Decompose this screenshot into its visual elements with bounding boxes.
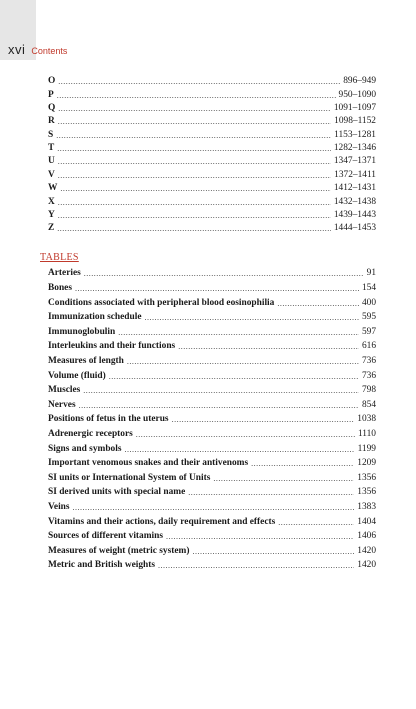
table-entry-pages: 854 (361, 399, 376, 410)
table-entry-pages: 1383 (357, 501, 376, 512)
table-entry-label: Signs and symbols (48, 443, 122, 454)
table-entry-row[interactable] (48, 324, 376, 337)
letter-entry-pages: 1098–1152 (334, 116, 376, 127)
letter-entry-label: T (48, 143, 55, 154)
dot-leader (57, 223, 331, 234)
table-entry-label: SI derived units with special name (48, 487, 186, 498)
table-entry-label: Sources of different vitamins (48, 531, 164, 542)
letter-entry-pages: 950–1090 (338, 89, 376, 100)
letter-entry-label: V (48, 169, 55, 180)
dot-leader (75, 283, 359, 294)
table-entry-label: Interleukins and their functions (48, 341, 176, 352)
letter-entry-pages: 1372–1411 (334, 169, 376, 180)
table-entry-pages: 597 (361, 326, 376, 337)
dot-leader (60, 183, 330, 194)
letter-entry-label: Q (48, 103, 56, 114)
table-entry-row[interactable] (48, 427, 376, 440)
table-entry-label: Positions of fetus in the uterus (48, 414, 169, 425)
table-entry-pages: 1406 (357, 531, 376, 542)
dot-leader (172, 414, 355, 425)
table-entry-row[interactable] (48, 368, 376, 381)
letter-entry-label: W (48, 183, 58, 194)
dot-leader (73, 502, 355, 513)
letter-entry-row[interactable] (48, 194, 376, 207)
letter-entry-pages: 1347–1371 (333, 156, 376, 167)
dot-leader (124, 444, 354, 455)
letter-entry-row[interactable] (48, 74, 376, 87)
dot-leader (58, 210, 331, 221)
table-entry-label: Measures of weight (metric system) (48, 545, 190, 556)
table-entry-row[interactable] (48, 281, 376, 294)
dot-leader (178, 341, 359, 352)
table-entry-row[interactable] (48, 310, 376, 323)
dot-leader (83, 385, 359, 396)
letter-entry-row[interactable] (48, 154, 376, 167)
table-entry-row[interactable] (48, 529, 376, 542)
letter-entry-row[interactable] (48, 208, 376, 221)
dot-leader (58, 103, 331, 114)
table-entry-row[interactable] (48, 412, 376, 425)
table-entry-pages: 595 (361, 312, 376, 323)
table-entry-row[interactable] (48, 470, 376, 483)
letter-entry-row[interactable] (48, 127, 376, 140)
letter-entry-label: S (48, 129, 54, 140)
dot-leader (136, 429, 355, 440)
dot-leader (158, 560, 354, 571)
dot-leader (56, 130, 331, 141)
table-entry-label: Immunization schedule (48, 312, 142, 323)
dot-leader (277, 298, 359, 309)
letter-entry-label: Y (48, 209, 55, 220)
table-entry-label: Vitamins and their actions, daily requirement and effects (48, 516, 276, 527)
dot-leader (213, 473, 354, 484)
table-entry-row[interactable] (48, 266, 376, 279)
letter-entry-label: U (48, 156, 55, 167)
table-entry-row[interactable] (48, 339, 376, 352)
dot-leader (188, 487, 354, 498)
letter-entry-row[interactable] (48, 101, 376, 114)
table-entry-row[interactable] (48, 397, 376, 410)
table-entry-row[interactable] (48, 383, 376, 396)
table-entry-label: Measures of length (48, 355, 124, 366)
letter-entry-pages: 896–949 (343, 76, 376, 87)
table-entry-pages: 1038 (357, 414, 376, 425)
dot-leader (127, 356, 359, 367)
table-entry-pages: 798 (361, 385, 376, 396)
table-entry-row[interactable] (48, 543, 376, 556)
letter-entry-row[interactable] (48, 181, 376, 194)
letter-entry-pages: 1439–1443 (333, 209, 376, 220)
letter-entry-label: X (48, 196, 55, 207)
table-entry-label: Metric and British weights (48, 560, 156, 571)
table-entry-pages: 1356 (357, 487, 376, 498)
letter-entry-pages: 1432–1438 (333, 196, 376, 207)
table-entry-pages: 91 (366, 268, 376, 279)
letter-entry-pages: 1153–1281 (334, 129, 376, 140)
table-entry-pages: 1420 (357, 560, 376, 571)
table-entry-label: Veins (48, 501, 70, 512)
table-entry-row[interactable] (48, 485, 376, 498)
table-entry-pages: 1404 (357, 516, 376, 527)
dot-leader (166, 531, 354, 542)
table-entry-label: Adrenergic receptors (48, 428, 133, 439)
table-entry-pages: 1110 (357, 428, 376, 439)
letter-entry-row[interactable] (48, 141, 376, 154)
dot-leader (192, 546, 354, 557)
running-head-title: Contents (31, 46, 68, 56)
table-entry-label: Nerves (48, 399, 76, 410)
table-entry-pages: 1209 (357, 458, 376, 469)
letter-entry-row[interactable] (48, 114, 376, 127)
dot-leader (58, 156, 331, 167)
dot-leader (58, 116, 331, 127)
tables-heading: TABLES (40, 252, 79, 263)
letter-entry-label: P (48, 89, 54, 100)
dot-leader (58, 76, 340, 87)
letter-entry-label: R (48, 116, 55, 127)
table-entry-label: Muscles (48, 385, 81, 396)
table-entry-label: Immunoglobulin (48, 326, 116, 337)
table-entry-row[interactable] (48, 295, 376, 308)
table-entry-row[interactable] (48, 500, 376, 513)
letter-entry-pages: 1412–1431 (333, 183, 376, 194)
dot-leader (145, 312, 359, 323)
dot-leader (58, 170, 331, 181)
table-entry-label: Arteries (48, 268, 81, 279)
table-entry-pages: 1199 (357, 443, 376, 454)
table-entry-pages: 400 (361, 297, 376, 308)
table-entry-pages: 154 (361, 282, 376, 293)
dot-leader (79, 400, 359, 411)
table-entry-pages: 1356 (357, 472, 376, 483)
table-entry-label: SI units or International System of Units (48, 472, 211, 483)
letter-entry-row[interactable] (48, 167, 376, 180)
table-entry-pages: 736 (361, 370, 376, 381)
letter-entry-label: Z (48, 223, 55, 234)
dot-leader (57, 143, 331, 154)
dot-leader (84, 268, 364, 279)
letter-entry-row[interactable] (48, 221, 376, 234)
table-entry-row[interactable] (48, 558, 376, 571)
page-number: xvi (8, 42, 26, 57)
letter-entry-label: O (48, 76, 56, 87)
letter-entry-row[interactable] (48, 87, 376, 100)
table-entry-label: Important venomous snakes and their antivenoms (48, 458, 249, 469)
table-entry-label: Conditions associated with peripheral blood eosinophilia (48, 297, 275, 308)
table-entry-row[interactable] (48, 456, 376, 469)
table-entry-pages: 616 (361, 341, 376, 352)
letter-entry-pages: 1091–1097 (333, 103, 376, 114)
table-entry-row[interactable] (48, 514, 376, 527)
dot-leader (278, 517, 354, 528)
table-entry-row[interactable] (48, 441, 376, 454)
dot-leader (57, 90, 336, 101)
running-head (8, 42, 67, 58)
table-entry-pages: 1420 (357, 545, 376, 556)
table-entry-label: Volume (fluid) (48, 370, 106, 381)
table-entry-row[interactable] (48, 354, 376, 367)
dot-leader (109, 371, 359, 382)
letter-entry-pages: 1444–1453 (333, 223, 376, 234)
table-entry-label: Bones (48, 282, 72, 293)
table-entry-pages: 736 (361, 355, 376, 366)
dot-leader (118, 327, 359, 338)
dot-leader (251, 458, 354, 469)
dot-leader (58, 197, 331, 208)
letter-entry-pages: 1282–1346 (333, 143, 376, 154)
